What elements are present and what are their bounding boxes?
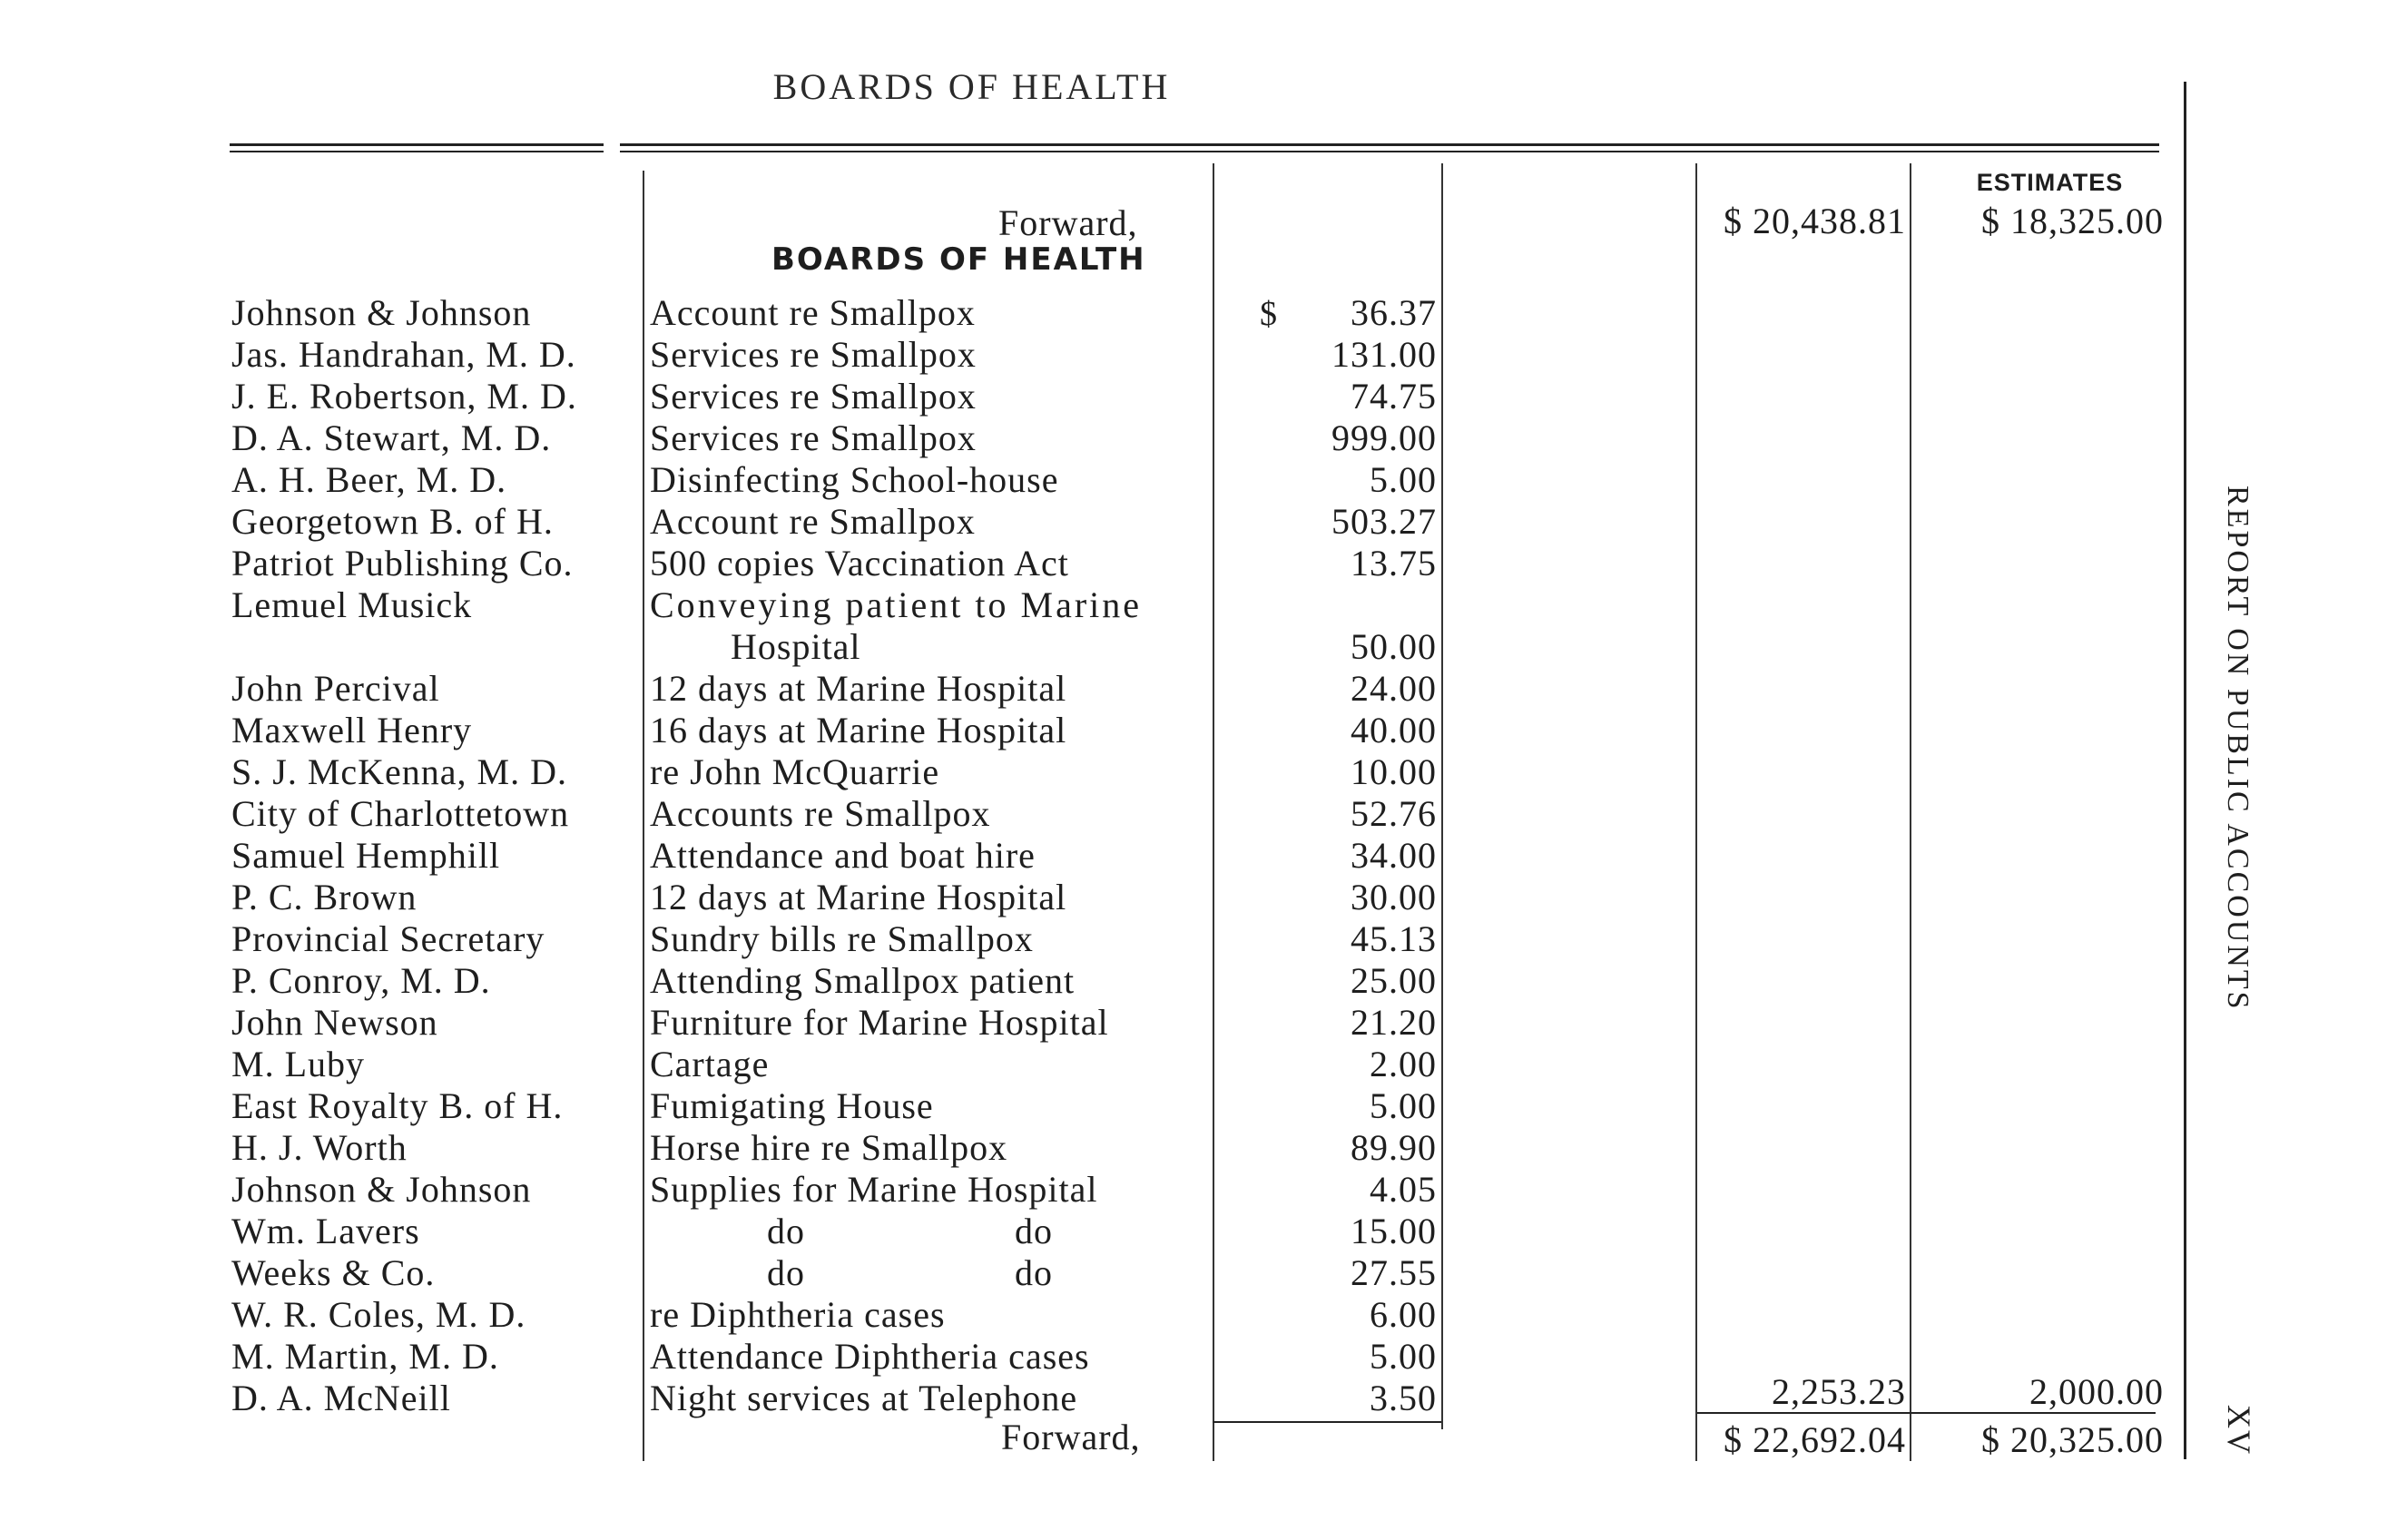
entry-amount: 24.00 [1351,668,1437,709]
entry-description: Account re Smallpox [650,292,976,333]
section-estimate: 2,000.00 [2029,1371,2164,1412]
header-rule-right-top [620,143,2159,146]
entry-amount: 503.27 [1331,501,1437,542]
forward-estimate-bottom: $ 20,325.00 [1981,1419,2164,1460]
payee-name: East Royalty B. of H. [231,1085,564,1126]
entry-description: Account re Smallpox [650,501,976,542]
column-line-amount-left [1213,163,1214,1461]
entry-amount: 40.00 [1351,710,1437,750]
entry-description: Attendance and boat hire [650,835,1036,876]
entry-amount: 131.00 [1331,334,1437,375]
entry-amount: 45.13 [1351,918,1437,959]
entry-amount: 2.00 [1370,1044,1437,1084]
entry-amount: 25.00 [1351,960,1437,1001]
page-header: BOARDS OF HEALTH [772,66,1171,107]
entry-amount: 5.00 [1370,1085,1437,1126]
currency-symbol: $ [1260,295,1277,333]
payee-name: P. Conroy, M. D. [231,960,491,1001]
payee-name: Johnson & Johnson [231,1169,532,1210]
entry-description: Cartage [650,1044,770,1084]
section-total: 2,253.23 [1772,1371,1906,1412]
payee-name: Jas. Handrahan, M. D. [231,334,576,375]
entry-amount: 52.76 [1351,793,1437,834]
entry-description: Night services at Telephone [650,1378,1078,1418]
column-line-description [643,171,644,1461]
entry-description: re Diphtheria cases [650,1294,946,1335]
entry-description: Fumigating House [650,1085,934,1126]
entry-description: Conveying patient to Marine [650,584,1143,625]
header-rule-left-top [230,143,604,146]
payee-name: Provincial Secretary [231,918,545,959]
entry-description: 500 copies Vaccination Act [650,543,1069,584]
entry-amount: 34.00 [1351,835,1437,876]
entry-amount: 999.00 [1331,417,1437,458]
entry-amount: 10.00 [1351,751,1437,792]
entry-amount: 36.37 [1351,292,1437,333]
column-line-amount-right [1441,163,1443,1429]
payee-name: Samuel Hemphill [231,835,501,876]
side-running-title: REPORT ON PUBLIC ACCOUNTS [2221,486,2255,1012]
entry-description: re John McQuarrie [650,751,940,792]
payee-name: Georgetown B. of H. [231,501,554,542]
forward-total-top: $ 20,438.81 [1724,201,1906,241]
payee-name: City of Charlottetown [231,793,570,834]
entry-amount: 4.05 [1370,1169,1437,1210]
forward-label-top: Forward, [998,202,1138,243]
entry-description: Attendance Diphtheria cases [650,1336,1090,1377]
forward-label-bottom: Forward, [1001,1417,1141,1457]
payee-name: D. A. McNeill [231,1378,451,1418]
entry-description: Furniture for Marine Hospital [650,1002,1109,1043]
header-rule-right-bottom [620,151,2159,152]
entry-description: 12 days at Marine Hospital [650,877,1067,917]
forward-total-bottom: $ 22,692.04 [1724,1419,1906,1460]
payee-name: Patriot Publishing Co. [231,543,574,584]
entry-description: 12 days at Marine Hospital [650,668,1067,709]
payee-name: John Newson [231,1002,438,1043]
entry-amount: 6.00 [1370,1294,1437,1335]
entry-description: Supplies for Marine Hospital [650,1169,1098,1210]
entry-amount: 3.50 [1370,1378,1437,1418]
payee-name: A. H. Beer, M. D. [231,459,507,500]
header-rule-left-bottom [230,151,604,152]
page-number: XV [2221,1405,2257,1456]
entry-description-ditto: do do [767,1211,1053,1251]
payee-name: Maxwell Henry [231,710,473,750]
column-line-total-right [1910,163,1911,1461]
payee-name: Lemuel Musick [231,584,473,625]
payee-name: H. J. Worth [231,1127,408,1168]
entry-description: Services re Smallpox [650,417,977,458]
payee-name: W. R. Coles, M. D. [231,1294,526,1335]
amount-total-rule [1213,1421,1441,1423]
entry-amount: 50.00 [1351,626,1437,667]
payee-name: S. J. McKenna, M. D. [231,751,567,792]
entry-amount: 89.90 [1351,1127,1437,1168]
forward-estimate-top: $ 18,325.00 [1981,201,2164,241]
payee-name: J. E. Robertson, M. D. [231,376,577,417]
payee-name: John Percival [231,668,440,709]
entry-amount: 21.20 [1351,1002,1437,1043]
payee-name: Wm. Lavers [231,1211,420,1251]
entry-amount: 30.00 [1351,877,1437,917]
payee-name: D. A. Stewart, M. D. [231,417,552,458]
entry-amount: 74.75 [1351,376,1437,417]
entry-description: Disinfecting School-house [650,459,1059,500]
estimates-label: ESTIMATES [1976,169,2124,196]
entry-amount: 27.55 [1351,1252,1437,1293]
entry-description: Horse hire re Smallpox [650,1127,1008,1168]
payee-name: Johnson & Johnson [231,292,532,333]
section-heading: BOARDS OF HEALTH [771,241,1146,278]
entry-description: Services re Smallpox [650,334,977,375]
payee-name: P. C. Brown [231,877,418,917]
page-edge-line [2184,82,2186,1459]
entry-amount: 5.00 [1370,459,1437,500]
entry-amount: 15.00 [1351,1211,1437,1251]
entry-description: 16 days at Marine Hospital [650,710,1067,750]
entry-amount: 5.00 [1370,1336,1437,1377]
payee-name: Weeks & Co. [231,1252,436,1293]
entry-description-continued: Hospital [731,626,861,667]
payee-name: M. Luby [231,1044,365,1084]
entry-description: Attending Smallpox patient [650,960,1076,1001]
entry-description: Services re Smallpox [650,376,977,417]
payee-name: M. Martin, M. D. [231,1336,499,1377]
entry-description-ditto: do do [767,1252,1053,1293]
entry-amount: 13.75 [1351,543,1437,584]
entry-description: Accounts re Smallpox [650,793,991,834]
column-line-total-left [1695,163,1697,1461]
entry-description: Sundry bills re Smallpox [650,918,1034,959]
